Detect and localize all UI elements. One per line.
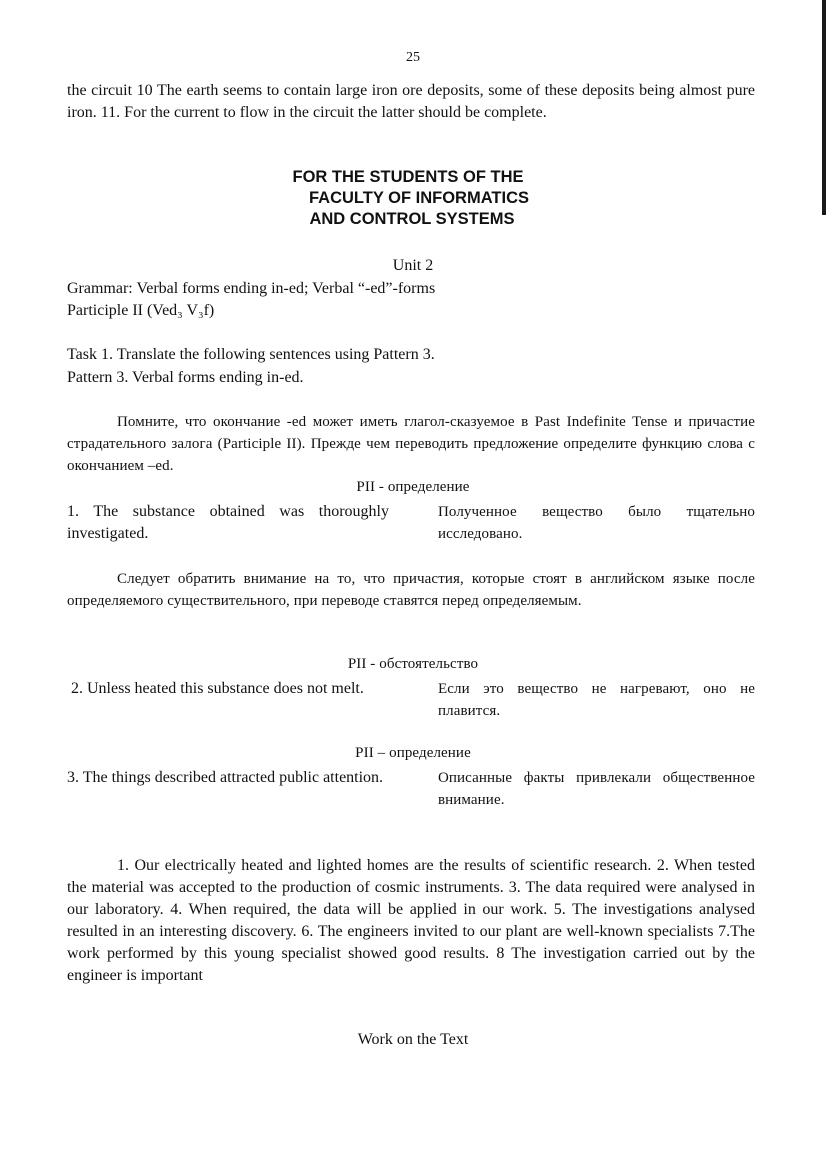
participle-line: Participle II (Ved₃ V₃f) (67, 302, 215, 319)
example-2-label: PII - обстоятельство (347, 656, 479, 672)
example-3-english: 3. The things described attracted public attention. (67, 769, 384, 786)
top-paragraph: the circuit 10 The earth seems to contain large iron ore deposits, some of these deposits being almost pure iron. 11. For the current to flow in the circuit the latter should be complete. (67, 82, 755, 121)
example-2 (67, 678, 755, 722)
note-paragraph: Следует обратить внимание на то, что причастия, которые стоят в английском языке после определяемого существительного, при переводе ставятся перед определяемым. (67, 571, 755, 609)
exercise-paragraph: 1. Our electrically heated and lighted homes are the results of scientific research. 2. When tested the material was accepted to the production of cosmic instruments. 3. The data required were analysed in our laboratory. 4. When required, the data will be applied in our work. 5. The investigations analysed resulted in an interesting discovery. 6. The engineers invited to our plant are well-known specialists 7.The work performed by this young specialist showed good results. 8 The investigation carried out by the engineer is important (67, 857, 755, 984)
example-1-label: PII - определение (356, 479, 470, 495)
example-3 (67, 767, 755, 811)
heading-line-1: FOR THE STUDENTS OF THE (292, 168, 524, 186)
pattern-line: Pattern 3. Verbal forms ending in-ed. (67, 369, 304, 386)
grammar-line: Grammar: Verbal forms ending in-ed; Verbal “-ed”-forms (67, 280, 436, 297)
example-1-english: 1. The substance obtained was thoroughly investigated. (67, 503, 389, 542)
heading-line-2: FACULTY OF INFORMATICS (309, 189, 529, 207)
section-title: Work on the Text (357, 1031, 469, 1048)
example-1-russian: Полученное вещество было тщательно исследовано. (438, 504, 755, 542)
example-2-russian: Если это вещество не нагревают, оно не плавится. (438, 681, 755, 719)
example-2-english: 2. Unless heated this substance does not melt. (71, 680, 364, 697)
example-3-label: PII – определение (355, 745, 471, 761)
section-heading (0, 167, 826, 230)
example-3-russian: Описанные факты привлекали общественное внимание. (438, 770, 755, 808)
example-1 (67, 501, 755, 545)
heading-line-3: AND CONTROL SYSTEMS (309, 210, 515, 228)
page-number: 25 (406, 50, 420, 65)
unit-title: Unit 2 (392, 257, 434, 274)
task-line: Task 1. Translate the following sentences using Pattern 3. (67, 346, 435, 363)
rule-paragraph: Помните, что окончание -ed может иметь глагол-сказуемое в Past Indefinite Tense и причастие страдательного залога (Participle II). Прежде чем переводить предложение определите функцию слова с окончанием –ed. (67, 414, 755, 474)
